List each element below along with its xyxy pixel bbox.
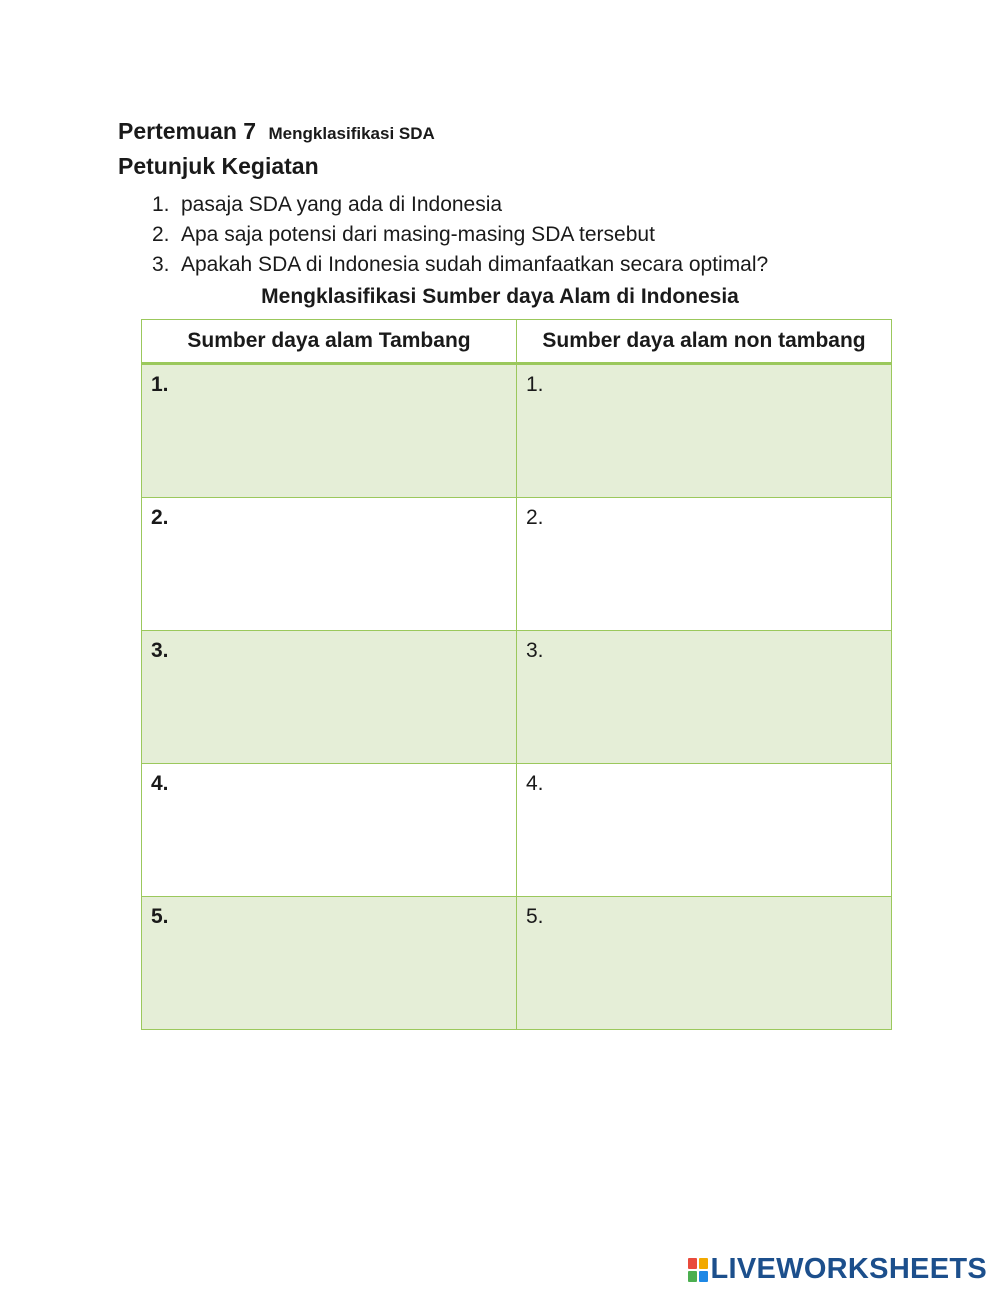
table-row (142, 764, 892, 897)
brand-logo-icon (688, 1258, 708, 1282)
instruction-text: Apakah SDA di Indonesia sudah dimanfaatkan secara optimal? (181, 253, 769, 276)
answer-cell-tambang[interactable]: 3. (142, 631, 517, 764)
table-row (142, 631, 892, 764)
instruction-text: pasaja SDA yang ada di Indonesia (181, 193, 503, 216)
liveworksheets-logo[interactable] (688, 1253, 988, 1286)
classification-table (141, 319, 892, 1030)
page-subtitle: Mengklasifikasi SDA (268, 124, 435, 143)
instruction-text: Apa saja potensi dari masing-masing SDA tersebut (181, 223, 655, 246)
answer-cell-non-tambang[interactable]: 2. (517, 498, 892, 631)
instruction-item (152, 220, 768, 250)
brand-name: LIVEWORKSHEETS (710, 1253, 987, 1285)
table-header-row (142, 320, 892, 364)
logo-square (688, 1271, 697, 1282)
answer-cell-non-tambang[interactable]: 5. (517, 897, 892, 1030)
table-row (142, 897, 892, 1030)
header-tambang: Sumber daya alam Tambang (142, 320, 517, 364)
section-heading: Petunjuk Kegiatan (118, 153, 319, 179)
answer-cell-non-tambang[interactable]: 3. (517, 631, 892, 764)
answer-cell-tambang[interactable]: 5. (142, 897, 517, 1030)
table-row (142, 364, 892, 498)
instruction-item (152, 250, 768, 280)
page-title-main: Pertemuan 7 (118, 118, 257, 144)
instruction-list (152, 190, 768, 280)
instruction-item (152, 190, 768, 220)
answer-cell-non-tambang[interactable]: 1. (517, 364, 892, 498)
answer-cell-tambang[interactable]: 4. (142, 764, 517, 897)
answer-cell-non-tambang[interactable]: 4. (517, 764, 892, 897)
logo-square (699, 1271, 708, 1282)
logo-square (699, 1258, 708, 1269)
answer-cell-tambang[interactable]: 1. (142, 364, 517, 498)
answer-cell-tambang[interactable]: 2. (142, 498, 517, 631)
logo-square (688, 1258, 697, 1269)
table-title: Mengklasifikasi Sumber daya Alam di Indonesia (261, 285, 739, 308)
instruction-number: 2. (152, 223, 170, 246)
table-row (142, 498, 892, 631)
page-title (118, 118, 435, 145)
header-non-tambang: Sumber daya alam non tambang (517, 320, 892, 364)
instruction-number: 3. (152, 253, 170, 276)
instruction-number: 1. (152, 193, 170, 216)
